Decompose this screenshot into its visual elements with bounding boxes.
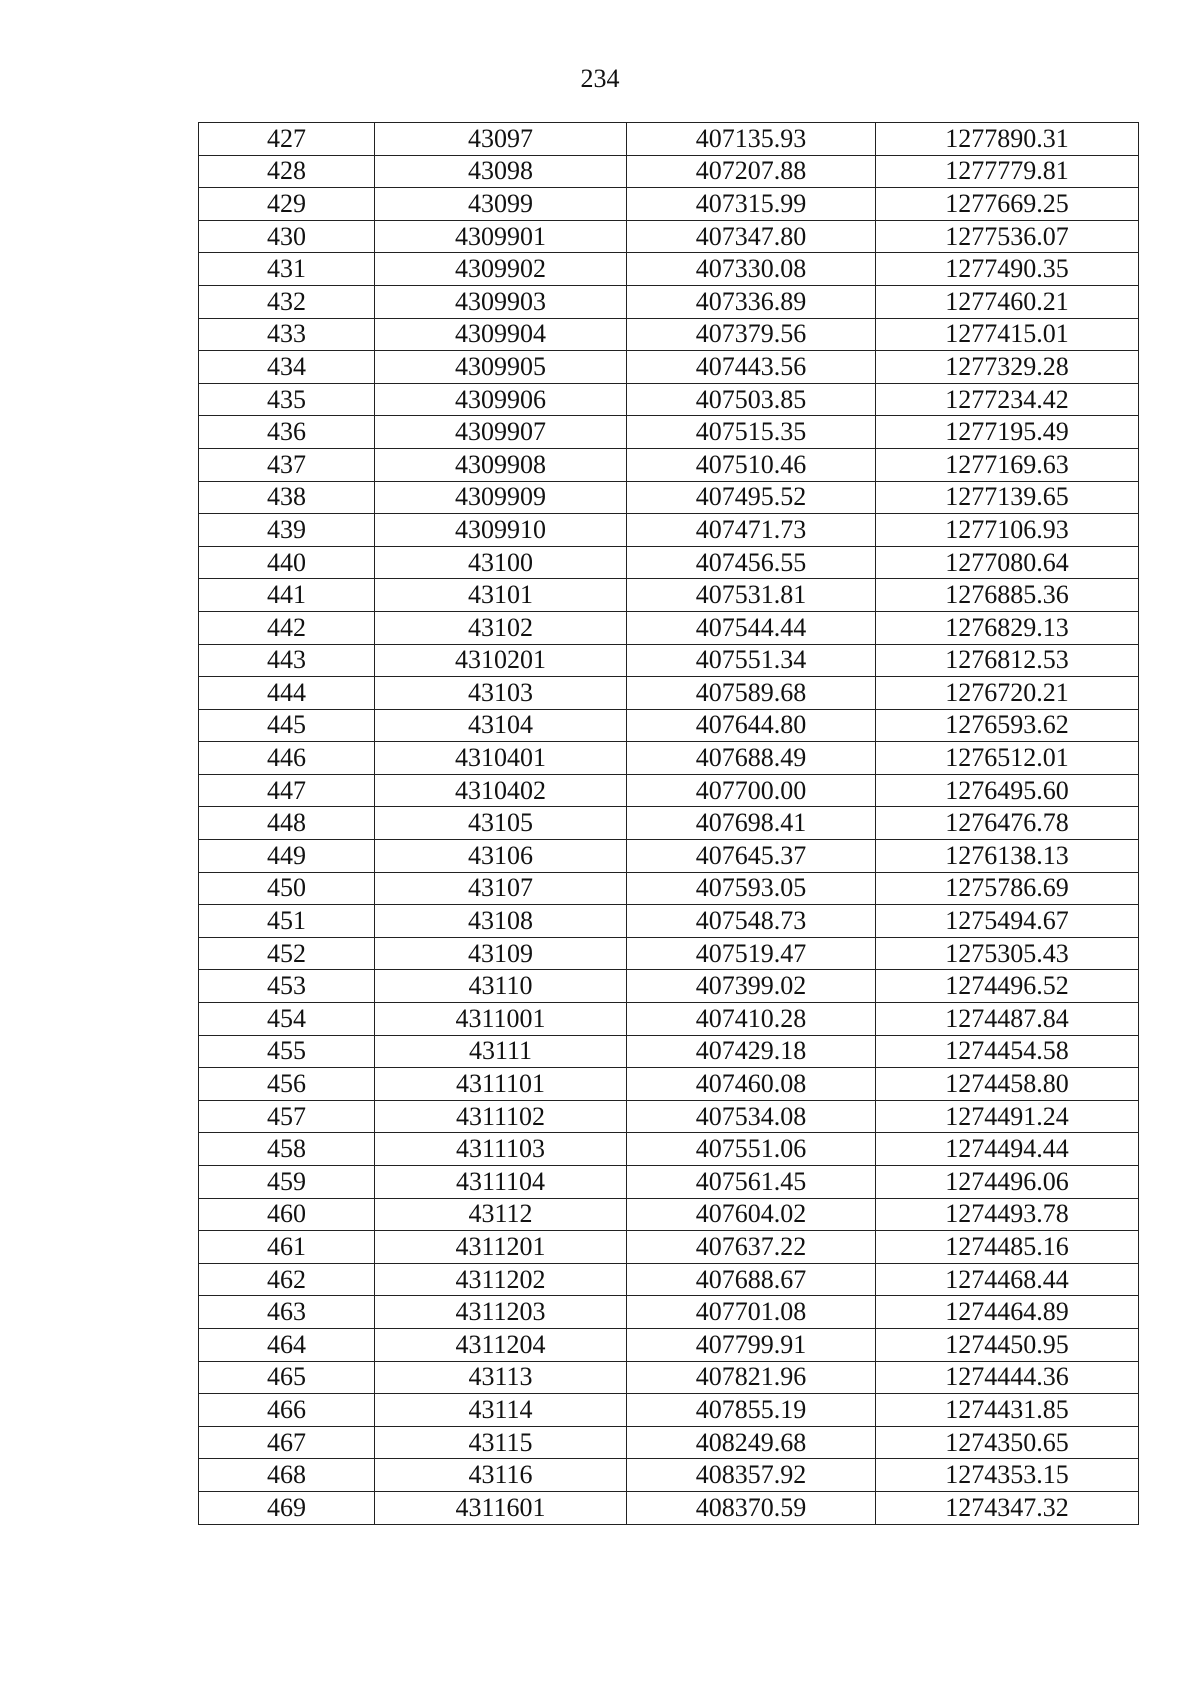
x-coordinate-cell: 407604.02: [627, 1198, 876, 1231]
x-coordinate-cell: 407531.81: [627, 579, 876, 612]
row-number-cell: 467: [199, 1426, 375, 1459]
table-row: [199, 155, 1139, 188]
x-coordinate-cell: 407645.37: [627, 840, 876, 873]
y-coordinate-cell: 1274450.95: [876, 1328, 1139, 1361]
row-number-cell: 445: [199, 709, 375, 742]
x-coordinate-cell: 407589.68: [627, 677, 876, 710]
table-row: [199, 1068, 1139, 1101]
row-number-cell: 452: [199, 937, 375, 970]
point-id-cell: 4311204: [375, 1328, 627, 1361]
x-coordinate-cell: 407315.99: [627, 188, 876, 221]
point-id-cell: 43102: [375, 611, 627, 644]
row-number-cell: 460: [199, 1198, 375, 1231]
table-row: [199, 1491, 1139, 1524]
point-id-cell: 4309907: [375, 416, 627, 449]
x-coordinate-cell: 407471.73: [627, 514, 876, 547]
row-number-cell: 438: [199, 481, 375, 514]
point-id-cell: 4311102: [375, 1100, 627, 1133]
x-coordinate-cell: 407821.96: [627, 1361, 876, 1394]
x-coordinate-cell: 407551.06: [627, 1133, 876, 1166]
row-number-cell: 442: [199, 611, 375, 644]
x-coordinate-cell: 407443.56: [627, 351, 876, 384]
x-coordinate-cell: 407593.05: [627, 872, 876, 905]
point-id-cell: 4311104: [375, 1166, 627, 1199]
table-row: [199, 1361, 1139, 1394]
x-coordinate-cell: 408370.59: [627, 1491, 876, 1524]
point-id-cell: 4311202: [375, 1263, 627, 1296]
table-row: [199, 1100, 1139, 1133]
point-id-cell: 43105: [375, 807, 627, 840]
point-id-cell: 43116: [375, 1459, 627, 1492]
x-coordinate-cell: 407399.02: [627, 970, 876, 1003]
table-row: [199, 677, 1139, 710]
point-id-cell: 43107: [375, 872, 627, 905]
row-number-cell: 462: [199, 1263, 375, 1296]
y-coordinate-cell: 1274454.58: [876, 1035, 1139, 1068]
table-row: [199, 579, 1139, 612]
point-id-cell: 4309905: [375, 351, 627, 384]
point-id-cell: 43098: [375, 155, 627, 188]
point-id-cell: 4311101: [375, 1068, 627, 1101]
table-row: [199, 220, 1139, 253]
y-coordinate-cell: 1274493.78: [876, 1198, 1139, 1231]
table-row: [199, 807, 1139, 840]
table-row: [199, 285, 1139, 318]
point-id-cell: 4309908: [375, 448, 627, 481]
y-coordinate-cell: 1277890.31: [876, 123, 1139, 156]
point-id-cell: 4311203: [375, 1296, 627, 1329]
x-coordinate-cell: 407551.34: [627, 644, 876, 677]
y-coordinate-cell: 1276593.62: [876, 709, 1139, 742]
y-coordinate-cell: 1277329.28: [876, 351, 1139, 384]
table-row: [199, 188, 1139, 221]
y-coordinate-cell: 1274468.44: [876, 1263, 1139, 1296]
row-number-cell: 435: [199, 383, 375, 416]
x-coordinate-cell: 408249.68: [627, 1426, 876, 1459]
y-coordinate-cell: 1276138.13: [876, 840, 1139, 873]
table-row: [199, 416, 1139, 449]
point-id-cell: 43110: [375, 970, 627, 1003]
y-coordinate-cell: 1277490.35: [876, 253, 1139, 286]
row-number-cell: 459: [199, 1166, 375, 1199]
y-coordinate-cell: 1277779.81: [876, 155, 1139, 188]
row-number-cell: 430: [199, 220, 375, 253]
table-row: [199, 546, 1139, 579]
y-coordinate-cell: 1277669.25: [876, 188, 1139, 221]
x-coordinate-cell: 407534.08: [627, 1100, 876, 1133]
point-id-cell: 43099: [375, 188, 627, 221]
y-coordinate-cell: 1275494.67: [876, 905, 1139, 938]
table-row: [199, 1426, 1139, 1459]
table-row: [199, 1231, 1139, 1264]
point-id-cell: 43111: [375, 1035, 627, 1068]
table-row: [199, 448, 1139, 481]
row-number-cell: 440: [199, 546, 375, 579]
point-id-cell: 4309902: [375, 253, 627, 286]
point-id-cell: 43103: [375, 677, 627, 710]
x-coordinate-cell: 407460.08: [627, 1068, 876, 1101]
point-id-cell: 43101: [375, 579, 627, 612]
y-coordinate-cell: 1274464.89: [876, 1296, 1139, 1329]
y-coordinate-cell: 1276512.01: [876, 742, 1139, 775]
table-row: [199, 1263, 1139, 1296]
x-coordinate-cell: 407519.47: [627, 937, 876, 970]
row-number-cell: 436: [199, 416, 375, 449]
x-coordinate-cell: 407330.08: [627, 253, 876, 286]
row-number-cell: 443: [199, 644, 375, 677]
point-id-cell: 4309906: [375, 383, 627, 416]
y-coordinate-cell: 1274494.44: [876, 1133, 1139, 1166]
x-coordinate-cell: 408357.92: [627, 1459, 876, 1492]
point-id-cell: 4311103: [375, 1133, 627, 1166]
row-number-cell: 453: [199, 970, 375, 1003]
x-coordinate-cell: 407429.18: [627, 1035, 876, 1068]
table-row: [199, 742, 1139, 775]
table-row: [199, 1035, 1139, 1068]
row-number-cell: 469: [199, 1491, 375, 1524]
x-coordinate-cell: 407688.49: [627, 742, 876, 775]
point-id-cell: 4309903: [375, 285, 627, 318]
point-id-cell: 4309910: [375, 514, 627, 547]
point-id-cell: 43100: [375, 546, 627, 579]
table-row: [199, 1003, 1139, 1036]
row-number-cell: 441: [199, 579, 375, 612]
table-row: [199, 514, 1139, 547]
y-coordinate-cell: 1275305.43: [876, 937, 1139, 970]
table-row: [199, 872, 1139, 905]
x-coordinate-cell: 407561.45: [627, 1166, 876, 1199]
y-coordinate-cell: 1276720.21: [876, 677, 1139, 710]
x-coordinate-cell: 407410.28: [627, 1003, 876, 1036]
y-coordinate-cell: 1274496.52: [876, 970, 1139, 1003]
table-row: [199, 644, 1139, 677]
point-id-cell: 4310201: [375, 644, 627, 677]
point-id-cell: 4311601: [375, 1491, 627, 1524]
coordinates-table: [198, 122, 1139, 1525]
table-row: [199, 1459, 1139, 1492]
point-id-cell: 43114: [375, 1394, 627, 1427]
x-coordinate-cell: 407495.52: [627, 481, 876, 514]
point-id-cell: 43115: [375, 1426, 627, 1459]
point-id-cell: 4309901: [375, 220, 627, 253]
row-number-cell: 432: [199, 285, 375, 318]
table-row: [199, 318, 1139, 351]
y-coordinate-cell: 1277536.07: [876, 220, 1139, 253]
table-body: [199, 123, 1139, 1525]
row-number-cell: 454: [199, 1003, 375, 1036]
point-id-cell: 4309904: [375, 318, 627, 351]
table-row: [199, 1166, 1139, 1199]
y-coordinate-cell: 1274487.84: [876, 1003, 1139, 1036]
y-coordinate-cell: 1274444.36: [876, 1361, 1139, 1394]
row-number-cell: 427: [199, 123, 375, 156]
y-coordinate-cell: 1274347.32: [876, 1491, 1139, 1524]
page-number: 234: [580, 64, 620, 93]
point-id-cell: 4311201: [375, 1231, 627, 1264]
y-coordinate-cell: 1274431.85: [876, 1394, 1139, 1427]
table-row: [199, 709, 1139, 742]
x-coordinate-cell: 407379.56: [627, 318, 876, 351]
row-number-cell: 439: [199, 514, 375, 547]
y-coordinate-cell: 1274496.06: [876, 1166, 1139, 1199]
y-coordinate-cell: 1277460.21: [876, 285, 1139, 318]
table-row: [199, 1394, 1139, 1427]
point-id-cell: 43104: [375, 709, 627, 742]
point-id-cell: 43109: [375, 937, 627, 970]
table-row: [199, 774, 1139, 807]
table-row: [199, 1198, 1139, 1231]
table-row: [199, 905, 1139, 938]
y-coordinate-cell: 1274350.65: [876, 1426, 1139, 1459]
row-number-cell: 468: [199, 1459, 375, 1492]
x-coordinate-cell: 407700.00: [627, 774, 876, 807]
table-row: [199, 1133, 1139, 1166]
y-coordinate-cell: 1274353.15: [876, 1459, 1139, 1492]
x-coordinate-cell: 407698.41: [627, 807, 876, 840]
x-coordinate-cell: 407135.93: [627, 123, 876, 156]
row-number-cell: 444: [199, 677, 375, 710]
x-coordinate-cell: 407510.46: [627, 448, 876, 481]
y-coordinate-cell: 1277139.65: [876, 481, 1139, 514]
y-coordinate-cell: 1276476.78: [876, 807, 1139, 840]
row-number-cell: 437: [199, 448, 375, 481]
point-id-cell: 43112: [375, 1198, 627, 1231]
row-number-cell: 457: [199, 1100, 375, 1133]
x-coordinate-cell: 407637.22: [627, 1231, 876, 1264]
y-coordinate-cell: 1275786.69: [876, 872, 1139, 905]
point-id-cell: 4310401: [375, 742, 627, 775]
y-coordinate-cell: 1274485.16: [876, 1231, 1139, 1264]
point-id-cell: 43113: [375, 1361, 627, 1394]
y-coordinate-cell: 1274458.80: [876, 1068, 1139, 1101]
x-coordinate-cell: 407701.08: [627, 1296, 876, 1329]
point-id-cell: 4310402: [375, 774, 627, 807]
y-coordinate-cell: 1277106.93: [876, 514, 1139, 547]
x-coordinate-cell: 407347.80: [627, 220, 876, 253]
x-coordinate-cell: 407855.19: [627, 1394, 876, 1427]
table-row: [199, 1296, 1139, 1329]
y-coordinate-cell: 1276495.60: [876, 774, 1139, 807]
row-number-cell: 466: [199, 1394, 375, 1427]
x-coordinate-cell: 407515.35: [627, 416, 876, 449]
row-number-cell: 456: [199, 1068, 375, 1101]
table-row: [199, 123, 1139, 156]
x-coordinate-cell: 407456.55: [627, 546, 876, 579]
point-id-cell: 4309909: [375, 481, 627, 514]
row-number-cell: 458: [199, 1133, 375, 1166]
row-number-cell: 451: [199, 905, 375, 938]
table-row: [199, 481, 1139, 514]
row-number-cell: 428: [199, 155, 375, 188]
row-number-cell: 461: [199, 1231, 375, 1264]
table-row: [199, 1328, 1139, 1361]
row-number-cell: 465: [199, 1361, 375, 1394]
table-row: [199, 840, 1139, 873]
table-row: [199, 351, 1139, 384]
point-id-cell: 4311001: [375, 1003, 627, 1036]
y-coordinate-cell: 1276812.53: [876, 644, 1139, 677]
x-coordinate-cell: 407799.91: [627, 1328, 876, 1361]
x-coordinate-cell: 407688.67: [627, 1263, 876, 1296]
x-coordinate-cell: 407544.44: [627, 611, 876, 644]
row-number-cell: 429: [199, 188, 375, 221]
y-coordinate-cell: 1277195.49: [876, 416, 1139, 449]
x-coordinate-cell: 407644.80: [627, 709, 876, 742]
y-coordinate-cell: 1277415.01: [876, 318, 1139, 351]
row-number-cell: 455: [199, 1035, 375, 1068]
row-number-cell: 449: [199, 840, 375, 873]
row-number-cell: 446: [199, 742, 375, 775]
row-number-cell: 463: [199, 1296, 375, 1329]
table-row: [199, 937, 1139, 970]
x-coordinate-cell: 407548.73: [627, 905, 876, 938]
x-coordinate-cell: 407503.85: [627, 383, 876, 416]
table-row: [199, 611, 1139, 644]
row-number-cell: 450: [199, 872, 375, 905]
y-coordinate-cell: 1274491.24: [876, 1100, 1139, 1133]
point-id-cell: 43106: [375, 840, 627, 873]
y-coordinate-cell: 1276885.36: [876, 579, 1139, 612]
point-id-cell: 43097: [375, 123, 627, 156]
y-coordinate-cell: 1277169.63: [876, 448, 1139, 481]
row-number-cell: 434: [199, 351, 375, 384]
row-number-cell: 433: [199, 318, 375, 351]
point-id-cell: 43108: [375, 905, 627, 938]
y-coordinate-cell: 1276829.13: [876, 611, 1139, 644]
row-number-cell: 447: [199, 774, 375, 807]
x-coordinate-cell: 407336.89: [627, 285, 876, 318]
table-row: [199, 253, 1139, 286]
y-coordinate-cell: 1277234.42: [876, 383, 1139, 416]
row-number-cell: 431: [199, 253, 375, 286]
row-number-cell: 464: [199, 1328, 375, 1361]
table-row: [199, 383, 1139, 416]
y-coordinate-cell: 1277080.64: [876, 546, 1139, 579]
x-coordinate-cell: 407207.88: [627, 155, 876, 188]
row-number-cell: 448: [199, 807, 375, 840]
table-row: [199, 970, 1139, 1003]
